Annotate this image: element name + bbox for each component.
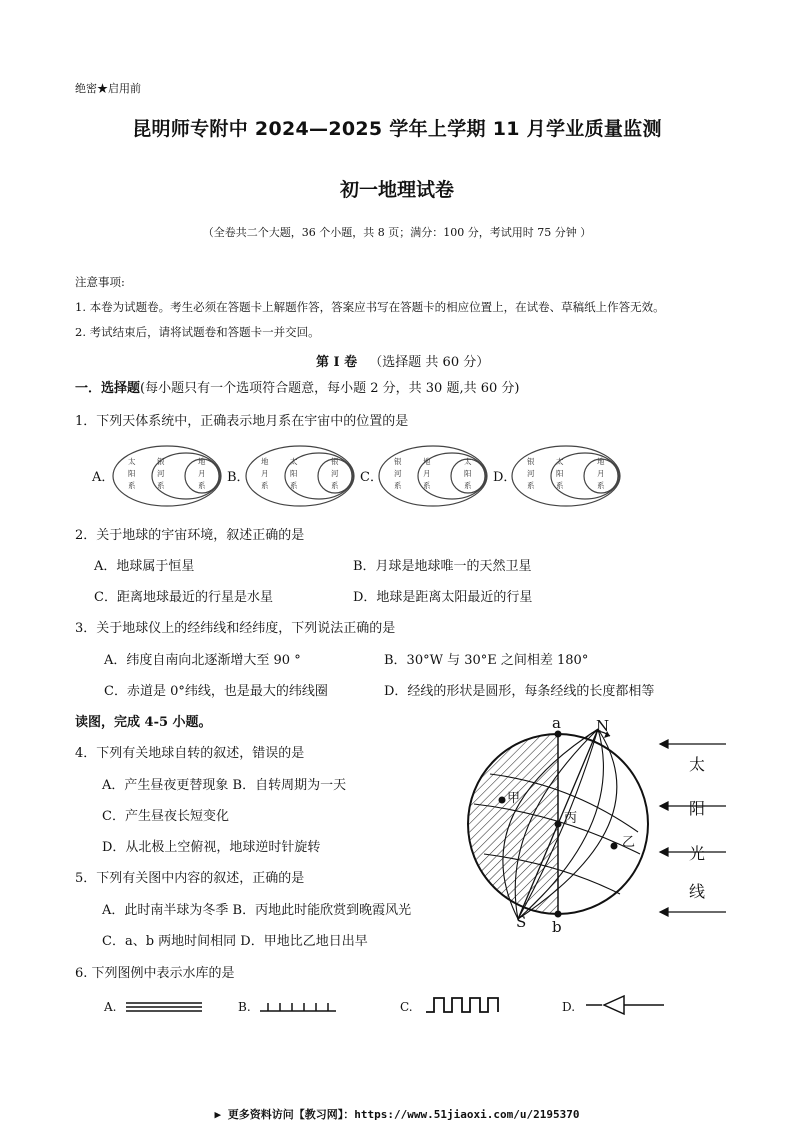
q3-option-c: C．赤道是 0°纬线，也是最大的纬线圈 (104, 684, 328, 699)
section-desc: (每小题只有一个选项符合题意，每小题 2 分，共 30 题,共 60 分) (140, 381, 520, 396)
q5-options-cd: C．a、b 两地时间相同 D．甲地比乙地日出早 (102, 934, 368, 949)
q6-stem: 6. 下列图例中表示水库的是 (75, 966, 235, 981)
svg-text:系: 系 (527, 481, 535, 490)
svg-text:太: 太 (556, 457, 564, 466)
q3-option-b: B．30°W 与 30°E 之间相差 180° (384, 653, 589, 668)
q4-options-ab: A．产生昼夜更替现象 B．自转周期为一天 (102, 778, 347, 793)
exam-title: 昆明师专附中 2024—2025 学年上学期 11 月学业质量监测 (132, 118, 662, 140)
svg-text:太: 太 (464, 457, 472, 466)
svg-text:系: 系 (394, 481, 402, 490)
svg-text:系: 系 (290, 481, 298, 490)
legend-a-symbol (126, 1003, 202, 1011)
svg-text:河: 河 (394, 469, 402, 478)
q6-legend-options (100, 992, 680, 1022)
svg-text:地: 地 (423, 457, 431, 466)
point-jia (499, 797, 506, 804)
svg-text:太: 太 (128, 457, 136, 466)
svg-text:系: 系 (556, 481, 564, 490)
svg-text:太: 太 (290, 457, 298, 466)
svg-text:阳: 阳 (556, 469, 564, 478)
svg-text:系: 系 (261, 481, 269, 490)
svg-text:系: 系 (464, 481, 472, 490)
svg-text:月: 月 (261, 469, 269, 478)
q1-opt-c: C． (360, 470, 383, 485)
svg-text:阳: 阳 (128, 469, 136, 478)
label-a: a (552, 714, 561, 732)
q1-opt-b: B． (227, 470, 250, 485)
svg-text:河: 河 (527, 469, 535, 478)
notice-heading: 注意事项: (75, 275, 125, 289)
q2-option-d: D．地球是距离太阳最近的行星 (353, 590, 533, 605)
q5-stem: 5．下列有关图中内容的叙述，正确的是 (75, 871, 305, 886)
svg-text:银: 银 (527, 457, 535, 466)
svg-text:月: 月 (198, 469, 206, 478)
svg-text:系: 系 (423, 481, 431, 490)
notice-item-1: 1. 本卷为试题卷。考生必须在答题卡上解题作答，答案应书写在答题卡的相应位置上，在试卷、草稿纸上作答无效。 (75, 300, 665, 314)
part1-heading (316, 351, 489, 370)
part1-title: 第 I 卷 (316, 355, 358, 370)
q2-option-b: B．月球是地球唯一的天然卫星 (353, 559, 532, 574)
read-figure-prompt: 读图，完成 4-5 小题。 (75, 715, 212, 730)
q2-option-a: A．地球属于恒星 (94, 559, 195, 574)
svg-text:河: 河 (331, 469, 339, 478)
label-bing: 丙 (564, 811, 578, 826)
q6-opt-c: C. (400, 1000, 413, 1014)
q3-option-d: D．经线的形状是圆形，每条经线的长度都相等 (384, 684, 655, 699)
exam-subtitle: 初一地理试卷 (339, 179, 454, 201)
part1-subtitle: （选择题 共 60 分） (369, 355, 490, 370)
q5-options-ab: A．此时南半球为冬季 B．丙地此时能欣赏到晚霞风光 (102, 903, 412, 918)
legend-d-symbol (586, 996, 664, 1014)
svg-text:系: 系 (597, 481, 605, 490)
svg-text:河: 河 (157, 469, 165, 478)
q4-option-d: D．从北极上空俯视，地球逆时针旋转 (102, 840, 321, 855)
svg-text:系: 系 (128, 481, 136, 490)
exam-info: （全卷共二个大题，36 个小题，共 8 页；满分：100 分，考试用时 75 分钟 ） (202, 226, 592, 239)
svg-text:月: 月 (597, 469, 605, 478)
q6-opt-d: D. (562, 1000, 576, 1014)
sun-char-1: 太 (689, 755, 706, 774)
point-b (555, 911, 562, 918)
svg-text:银: 银 (331, 457, 339, 466)
q3-stem: 3．关于地球仪上的经纬线和经纬度，下列说法正确的是 (75, 621, 396, 636)
section-heading (75, 377, 519, 396)
svg-text:地: 地 (597, 457, 605, 466)
label-yi: 乙 (622, 835, 636, 850)
label-n: N (596, 717, 610, 735)
point-yi (611, 843, 618, 850)
svg-text:阳: 阳 (290, 469, 298, 478)
legend-b-symbol (260, 1003, 336, 1011)
svg-text:月: 月 (423, 469, 431, 478)
label-b: b (552, 918, 562, 936)
notice-item-2: 2. 考试结束后，请将试题卷和答题卡一并交回。 (75, 325, 320, 339)
label-s: S (516, 913, 527, 931)
q1-opt-d: D． (493, 470, 517, 485)
q2-stem: 2．关于地球的宇宙环境，叙述正确的是 (75, 528, 305, 543)
sun-char-3: 光 (689, 844, 706, 863)
svg-text:银: 银 (157, 457, 165, 466)
q4-option-c: C．产生昼夜长短变化 (102, 809, 229, 824)
svg-text:阳: 阳 (464, 469, 472, 478)
q6-opt-b: B. (238, 1000, 251, 1014)
q1-stem: 1．下列天体系统中，正确表示地月系在宇宙中的位置的是 (75, 414, 409, 429)
label-jia: 甲 (507, 791, 521, 806)
svg-text:系: 系 (198, 481, 206, 490)
sun-char-4: 线 (689, 882, 706, 901)
point-bing (555, 821, 562, 828)
section-number: 一． (75, 381, 102, 396)
legend-c-symbol (426, 998, 498, 1012)
footer-link[interactable]: ▶ 更多资料访问【教习网】：https://www.51jiaoxi.com/u/2195370 (214, 1108, 580, 1121)
secret-mark: 绝密★启用前 (75, 82, 141, 95)
q2-option-c: C．距离地球最近的行星是水星 (94, 590, 273, 605)
q4-stem: 4．下列有关地球自转的叙述，错误的是 (75, 746, 305, 761)
section-title: 选择题 (101, 381, 141, 396)
svg-text:系: 系 (157, 481, 165, 490)
svg-text:地: 地 (261, 457, 269, 466)
sun-char-2: 阳 (689, 799, 706, 818)
svg-text:银: 银 (394, 457, 402, 466)
svg-text:地: 地 (198, 457, 206, 466)
earth-rotation-figure (460, 714, 730, 938)
q3-option-a: A．纬度自南向北逐渐增大至 90 ° (104, 653, 301, 668)
q1-opt-a: A． (92, 470, 115, 485)
svg-text:系: 系 (331, 481, 339, 490)
q1-diagrams (90, 440, 650, 512)
q6-opt-a: A. (104, 1000, 117, 1014)
